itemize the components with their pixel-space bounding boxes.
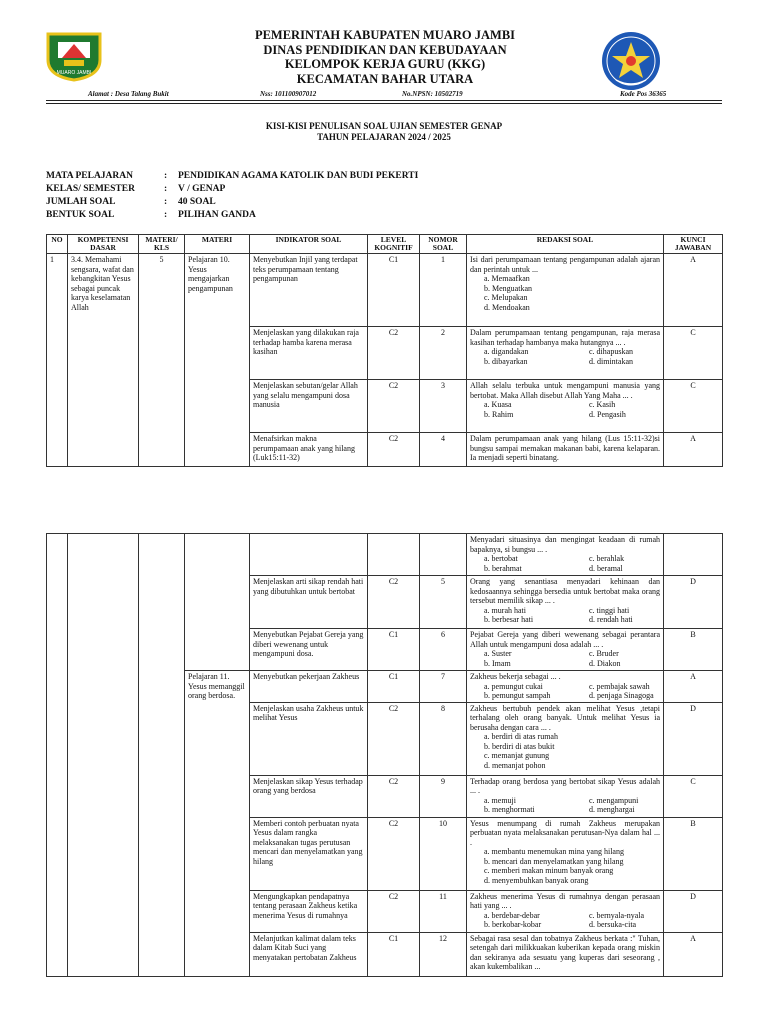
- meta-key: JUMLAH SOAL: [46, 197, 116, 207]
- option-pair: [470, 410, 660, 420]
- cell-kelas: 5: [139, 254, 185, 467]
- option: d. Pengasih: [589, 409, 626, 419]
- question-stem: Dalam perumpamaan tentang pengampunan, raja merasa kasihan terhadap hambanya maka hutangnya ... .: [470, 328, 660, 347]
- cell-materi: Pelajaran 11. Yesus memanggil orang berdosa.: [185, 671, 250, 977]
- option: d. memanjat pohon: [484, 760, 546, 770]
- header-redaksi-soal: REDAKSI SOAL: [467, 235, 664, 254]
- option: d. bersuka-cita: [589, 920, 637, 929]
- option: b. mencari dan menyelamatkan yang hilang: [484, 856, 624, 866]
- option-pair: [470, 691, 660, 701]
- cell-level: C1: [368, 671, 420, 703]
- cell-kunci: D: [664, 702, 723, 775]
- header-indikator-soal: INDIKATOR SOAL: [250, 235, 368, 254]
- option: d. Diakon: [589, 658, 621, 668]
- option: d. penjaga Sinagoga: [589, 691, 654, 700]
- cell-indikator: Menjelaskan sikap Yesus terhadap orang yang berdosa: [250, 775, 368, 817]
- question-stem: Zakheus menerima Yesus di rumahnya dengan perasaan hati yang ... .: [470, 891, 660, 910]
- option: b. Rahim: [484, 409, 514, 419]
- option: d. menyembuhkan banyak orang: [484, 875, 589, 885]
- option-pair: [470, 805, 660, 815]
- npsn: No.NPSN: 10502719: [402, 90, 463, 98]
- cell-kunci: B: [664, 629, 723, 671]
- meta-value: V / GENAP: [178, 184, 226, 194]
- cell-nomor: 9: [420, 775, 467, 817]
- cell-nomor: 3: [420, 380, 467, 433]
- option: a. pemungut cukai: [484, 681, 543, 691]
- header-kunci-jawaban: KUNCI JAWABAN: [664, 235, 723, 254]
- cell-indikator: Menjelaskan yang dilakukan raja terhadap hamba karena merasa kasihan: [250, 327, 368, 380]
- cell-nomor: 8: [420, 702, 467, 775]
- nss: Nss: 101100907012: [260, 90, 317, 98]
- cell-nomor: 2: [420, 327, 467, 380]
- option: c. memberi makan minum banyak orang: [484, 866, 614, 875]
- option-pair: [470, 682, 660, 692]
- option-pair: [470, 347, 660, 357]
- cell-redaksi: [467, 433, 664, 467]
- option: b. berbesar hati: [484, 615, 534, 624]
- meta-value: 40 SOAL: [178, 197, 216, 207]
- meta-key: KELAS/ SEMESTER: [46, 184, 135, 194]
- option: c. memanjat gunung: [484, 751, 550, 760]
- cell-level: C1: [368, 254, 420, 327]
- cell-kunci: B: [664, 817, 723, 890]
- option: c. Melupakan: [484, 293, 528, 302]
- option-pair: [470, 357, 660, 367]
- meta-bentuk-soal: BENTUK SOAL : PILIHAN GANDA: [46, 210, 256, 220]
- cell-kunci: A: [664, 671, 723, 703]
- cell-nomor: [420, 534, 467, 576]
- option: b. Imam: [484, 658, 511, 668]
- option: a. digandakan: [484, 347, 529, 356]
- cell-nomor: 11: [420, 890, 467, 932]
- cell-redaksi: [467, 576, 664, 629]
- cell-redaksi: [467, 629, 664, 671]
- option: b. Menguatkan: [484, 283, 532, 293]
- option: b. pemungut sampah: [484, 691, 551, 700]
- option: a. berdiri di atas rumah: [484, 732, 558, 741]
- header-no: NO: [47, 235, 68, 254]
- header-level-kognitif: LEVEL KOGNITIF: [368, 235, 420, 254]
- cell-kunci: C: [664, 380, 723, 433]
- cell-indikator: Menyebutkan pekerjaan Zakheus: [250, 671, 368, 703]
- header-line-4: KECAMATAN BAHAR UTARA: [296, 72, 474, 86]
- option-pair: [470, 920, 660, 930]
- cell-redaksi: [467, 671, 664, 703]
- option: a. bertobat: [484, 554, 518, 563]
- header-divider-thin: [46, 103, 722, 104]
- table-header-row: [47, 235, 723, 254]
- cell-kelas: [139, 534, 185, 977]
- question-stem: Sebagai rasa sesal dan tobatnya Zakheus berkata :" Tuhan, setengah dari milikkuakan kuberikan kepada orang miskin dan sekiranya ada sesuatu yang kuperas dari seseorang , akan kukembalikan ...: [470, 933, 660, 971]
- cell-kunci: A: [664, 254, 723, 327]
- question-stem: Yesus menumpang di rumah Zakheus merupakan perbuatan nyata melaksanakan perutusan-Nya dalam hal ... .: [470, 818, 660, 847]
- cell-nomor: 6: [420, 629, 467, 671]
- cell-indikator: Menyebutkan Pejabat Gereja yang diberi wewenang untuk mengampuni dosa.: [250, 629, 368, 671]
- option-pair: [470, 564, 660, 574]
- cell-kunci: D: [664, 890, 723, 932]
- option: a. Memaafkan: [484, 274, 530, 283]
- cell-redaksi: [467, 817, 664, 890]
- header-line-3: KELOMPOK KERJA GURU (KKG): [284, 57, 486, 71]
- cell-redaksi: [467, 775, 664, 817]
- question-stem: Terhadap orang berdosa yang bertobat sikap Yesus adalah ... .: [470, 776, 660, 795]
- document-subtitle: TAHUN PELAJARAN 2024 / 2025: [317, 132, 451, 142]
- cell-materi: [185, 534, 250, 671]
- cell-redaksi: [467, 932, 664, 976]
- option-pair: [470, 615, 660, 625]
- question-stem: Allah selalu terbuka untuk mengampuni manusia yang bertobat. Maka Allah disebut Allah Yang Maha ... .: [470, 381, 660, 400]
- option: c. mengampuni: [589, 795, 639, 805]
- cell-indikator: Menafsirkan makna perumpamaan anak yang hilang (Luk15:11-32): [250, 433, 368, 467]
- cell-no: 1: [47, 254, 68, 467]
- cell-kunci: [664, 534, 723, 576]
- question-stem: Orang yang senantiasa menyadari kehinaan dan kedosaannya sehingga bersedia untuk bertobat maka orang tersebut memilik sikap ... .: [470, 577, 660, 605]
- cell-nomor: 7: [420, 671, 467, 703]
- header-line-1: PEMERINTAH KABUPATEN MUARO JAMBI: [254, 28, 516, 42]
- cell-level: C2: [368, 702, 420, 775]
- cell-indikator: Melanjutkan kalimat dalam teks dalam Kitab Suci yang menyatakan pertobatan Zakheus: [250, 932, 368, 976]
- option: a. Kuasa: [484, 400, 512, 409]
- option-pair: [470, 400, 660, 410]
- cell-redaksi: [467, 890, 664, 932]
- cell-level: C1: [368, 629, 420, 671]
- cell-indikator: Memberi contoh perbuatan nyata Yesus dalam rangka melaksanakan tugas perutusan mencari dan menyelamatkan yang hilang: [250, 817, 368, 890]
- meta-jumlah-soal: JUMLAH SOAL : 40 SOAL: [46, 197, 216, 207]
- document-title: KISI-KISI PENULISAN SOAL UJIAN SEMESTER GENAP: [265, 121, 503, 131]
- option: b. dibayarkan: [484, 356, 528, 366]
- tut-wuri-handayani-logo: [600, 30, 662, 92]
- kisi-table-page-2: [46, 533, 723, 977]
- cell-indikator: Mengungkapkan pendapatnya tentang perasaan Zakheus ketika menerima Yesus di rumahnya: [250, 890, 368, 932]
- cell-redaksi: [467, 534, 664, 576]
- question-stem: Dalam perumpamaan anak yang hilang (Lus 15:11-32)si bungsu sampai memakan makanan babi, karena kelaparan. Ia menjadi seperti binatang.: [470, 434, 660, 462]
- option: c. dihapuskan: [589, 347, 633, 356]
- option-pair: [470, 911, 660, 921]
- cell-level: C2: [368, 890, 420, 932]
- cell-redaksi: [467, 380, 664, 433]
- option: d. rendah hati: [589, 615, 633, 624]
- cell-nomor: 10: [420, 817, 467, 890]
- header-nomor-soal: NOMOR SOAL: [420, 235, 467, 254]
- cell-indikator: Menjelaskan sebutan/gelar Allah yang selalu mengampuni dosa manusia: [250, 380, 368, 433]
- header-divider: [46, 100, 722, 101]
- cell-indikator: Menyebutkan Injil yang terdapat teks perumpamaan tentang pengampunan: [250, 254, 368, 327]
- option: c. pembajak sawah: [589, 681, 650, 691]
- option: a. membantu menemukan mina yang hilang: [484, 847, 624, 856]
- option: a. murah hati: [484, 605, 526, 615]
- cell-redaksi: [467, 254, 664, 327]
- option: d. dimintakan: [589, 356, 633, 366]
- question-stem: Zakheus bertubuh pendek akan melihat Yesus ,tetapi terhalang oleh orang banyak. Untuk melihat Yesus ia berusaha dengan cara ... .: [470, 703, 660, 732]
- table-row: [47, 254, 723, 327]
- option: c. berahlak: [589, 554, 625, 563]
- meta-value: PILIHAN GANDA: [178, 210, 256, 220]
- cell-indikator: [250, 534, 368, 576]
- cell-indikator: Menjelaskan arti sikap rendah hati yang dibutuhkan untuk bertobat: [250, 576, 368, 629]
- cell-no: [47, 534, 68, 977]
- option: a. memuji: [484, 795, 516, 805]
- option: d. beramal: [589, 563, 623, 573]
- cell-kunci: C: [664, 327, 723, 380]
- cell-level: C2: [368, 775, 420, 817]
- cell-redaksi: [467, 327, 664, 380]
- cell-kunci: C: [664, 775, 723, 817]
- cell-materi: Pelajaran 10. Yesus mengajarkan pengampunan: [185, 254, 250, 467]
- header-materi-kls: MATERI/ KLS: [139, 235, 185, 254]
- header-line-2: DINAS PENDIDIKAN DAN KEBUDAYAAN: [263, 43, 507, 57]
- cell-kunci: D: [664, 576, 723, 629]
- option: a. Suster: [484, 649, 512, 658]
- cell-kompetensi-dasar: [68, 534, 139, 977]
- cell-kunci: A: [664, 932, 723, 976]
- postal-code: Kode Pos 36365: [620, 90, 667, 98]
- header-materi: MATERI: [185, 235, 250, 254]
- address: Alamat : Desa Talang Bukit: [88, 90, 169, 98]
- header-kompetensi-dasar: KOMPETENSI DASAR: [68, 235, 139, 254]
- meta-key: BENTUK SOAL: [46, 210, 115, 220]
- option: c. Kasih: [589, 400, 616, 409]
- option: c. Bruder: [589, 649, 619, 658]
- muaro-jambi-logo: [44, 30, 104, 82]
- option-pair: [470, 554, 660, 564]
- meta-kelas-semester: KELAS/ SEMESTER : V / GENAP: [46, 184, 226, 194]
- cell-nomor: 12: [420, 932, 467, 976]
- option-pair: [470, 659, 660, 669]
- cell-level: C2: [368, 327, 420, 380]
- option: c. tinggi hati: [589, 605, 630, 615]
- question-stem: Zakheus bekerja sebagai ... .: [470, 672, 561, 681]
- option: a. berdebar-debar: [484, 910, 540, 920]
- meta-key: MATA PELAJARAN: [46, 171, 133, 181]
- option: d. menghargai: [589, 805, 635, 814]
- option-pair: [470, 796, 660, 806]
- table-row: [47, 534, 723, 576]
- cell-level: [368, 534, 420, 576]
- cell-kunci: A: [664, 433, 723, 467]
- cell-nomor: 4: [420, 433, 467, 467]
- question-stem: Isi dari perumpamaan tentang pengampunan adalah ajaran dan perintah untuk ...: [470, 255, 660, 274]
- option: d. Mendoakan: [484, 302, 530, 312]
- option: b. menghormati: [484, 805, 535, 814]
- question-stem: Menyadari situasinya dan mengingat keadaan di rumah bapaknya, si bungsu ... .: [470, 535, 660, 554]
- kisi-table-page-1: [46, 234, 723, 467]
- cell-indikator: Menjelaskan usaha Zakheus untuk melihat Yesus: [250, 702, 368, 775]
- cell-nomor: 1: [420, 254, 467, 327]
- cell-level: C1: [368, 932, 420, 976]
- option: b. berdiri di atas bukit: [484, 741, 555, 751]
- cell-level: C2: [368, 576, 420, 629]
- option-pair: [470, 606, 660, 616]
- meta-value: PENDIDIKAN AGAMA KATOLIK DAN BUDI PEKERTI: [178, 171, 419, 181]
- question-stem: Pejabat Gereja yang diberi wewenang sebagai perantara Allah untuk mengampuni dosa adalah ... .: [470, 630, 660, 649]
- meta-mata-pelajaran: MATA PELAJARAN : PENDIDIKAN AGAMA KATOLIK DAN BUDI PEKERTI: [46, 171, 419, 181]
- cell-level: C2: [368, 380, 420, 433]
- option-pair: [470, 649, 660, 659]
- cell-nomor: 5: [420, 576, 467, 629]
- cell-redaksi: [467, 702, 664, 775]
- option: b. berahmat: [484, 563, 522, 573]
- option: c. bernyala-nyala: [589, 910, 645, 920]
- cell-kompetensi-dasar: 3.4. Memahami sengsara, wafat dan kebangkitan Yesus sebagai puncak karya keselamatan Allah: [68, 254, 139, 467]
- cell-level: C2: [368, 817, 420, 890]
- option: b. berkobar-kobar: [484, 920, 542, 929]
- cell-level: C2: [368, 433, 420, 467]
- logo-left-text: MUARO JAMBI: [56, 70, 92, 76]
